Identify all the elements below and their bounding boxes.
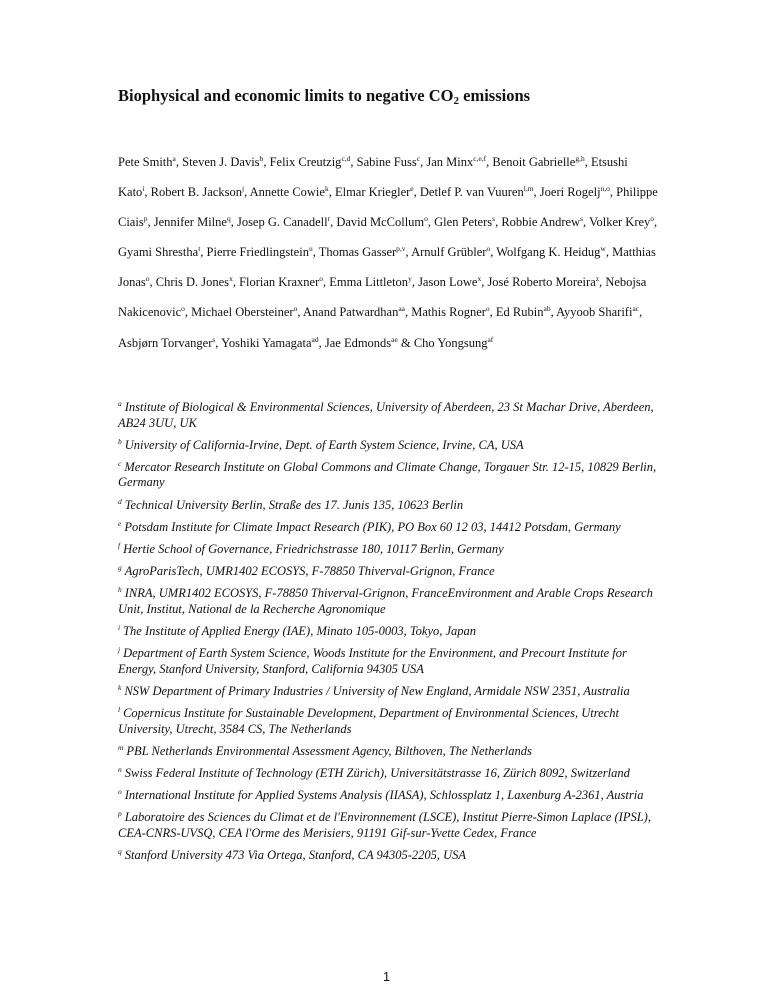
- author-name: Ayyoob Sharifi: [556, 305, 633, 320]
- author: [414, 336, 493, 350]
- author-affiliation-marker: o: [424, 214, 428, 224]
- author-name: Thomas Gasser: [318, 245, 397, 260]
- affiliation-item: [118, 788, 663, 804]
- affiliation-label: p: [118, 809, 122, 819]
- author-name: Jan Minx: [426, 155, 474, 169]
- author-affiliation-marker: ad: [311, 334, 319, 344]
- affiliation-text: PBL Netherlands Environmental Assessment Agency, Bilthoven, The Netherlands: [126, 743, 532, 758]
- author: [156, 275, 233, 289]
- affiliation-item: [118, 766, 663, 782]
- author: [487, 275, 599, 289]
- author: [182, 155, 263, 169]
- affiliation-label: j: [118, 645, 121, 655]
- affiliation-label: g: [118, 563, 122, 573]
- author-affiliation-marker: w: [600, 244, 606, 254]
- affiliation-item: [118, 646, 663, 677]
- affiliation-item: [118, 706, 663, 737]
- author: [319, 245, 406, 259]
- affiliation-text: Stanford University 473 Via Ortega, Stanford, CA 94305-2205, USA: [124, 848, 467, 862]
- author: [411, 305, 489, 319]
- author: [270, 155, 351, 169]
- author-name: Gyami Shrestha: [118, 245, 199, 260]
- affiliation-text: Mercator Research Institute on Global Commons and Climate Change, Torgauer Str. 12-15, 10829 Berlin, Germany: [118, 459, 657, 490]
- author: [589, 215, 654, 229]
- author: [501, 215, 583, 229]
- author-affiliation-marker: c,e,f: [473, 154, 487, 163]
- affiliation-text: Hertie School of Governance, Friedrichstrasse 180, 10117 Berlin, Germany: [123, 541, 504, 556]
- affiliation-item: [118, 438, 663, 454]
- author: [118, 155, 176, 169]
- author-name: Matthias Jonas: [118, 245, 656, 290]
- author: [426, 155, 486, 169]
- affiliation-item: [118, 848, 663, 864]
- author-name: Anand Patwardhan: [302, 305, 399, 320]
- author-affiliation-marker: aa: [398, 304, 406, 314]
- author-name: Felix Creutzig: [269, 155, 342, 169]
- affiliation-item: [118, 564, 663, 580]
- author: [336, 215, 428, 229]
- author-affiliation-marker: c: [416, 154, 421, 163]
- affiliation-item: [118, 400, 663, 431]
- affiliation-item: [118, 460, 663, 491]
- author-name: David McCollum: [336, 215, 425, 230]
- title-subscript: 2: [453, 95, 459, 107]
- affiliation-label: a: [118, 399, 122, 408]
- author-affiliation-marker: e: [410, 184, 414, 194]
- affiliation-label: m: [118, 742, 124, 752]
- author-affiliation-marker: u: [308, 244, 313, 254]
- author: [434, 215, 495, 229]
- affiliation-label: e: [118, 518, 122, 528]
- affiliation-item: [118, 810, 663, 841]
- author-name: Cho Yongsung: [413, 335, 488, 350]
- affiliation-text: Potsdam Institute for Climate Impact Research (PIK), PO Box 60 12 03, 14412 Potsdam, Germany: [124, 519, 621, 534]
- author: [118, 245, 200, 259]
- author-name: Annette Cowie: [249, 185, 325, 200]
- author: [237, 215, 330, 229]
- author-name: Benoit Gabrielle: [492, 155, 576, 169]
- author-name: Jae Edmonds: [324, 335, 392, 350]
- author-name: Florian Kraxner: [239, 275, 320, 290]
- author: [335, 185, 414, 199]
- author-affiliation-marker: o: [485, 304, 490, 314]
- author-name: Glen Peters: [434, 215, 493, 230]
- affiliation-item: [118, 586, 663, 617]
- author-affiliation-marker: ab: [543, 304, 551, 314]
- affiliation-text: Copernicus Institute for Sustainable Development, Department of Environmental Sciences, Utrecht University, Utrecht, 3584 CS, The Netherlands: [118, 706, 619, 736]
- affiliation-item: [118, 520, 663, 536]
- author: [329, 275, 412, 289]
- author-affiliation-marker: p,v: [396, 244, 406, 254]
- author-name: Steven J. Davis: [182, 155, 260, 169]
- title-text: Biophysical and economic limits to negative CO: [118, 86, 454, 105]
- author-affiliation-marker: s: [492, 214, 496, 224]
- author-affiliation-marker: q: [226, 214, 231, 224]
- author: [250, 185, 329, 199]
- author-list: Pete Smith$^a$, Steven J. Davis$^b$, Felix Creutzig$^{c,d}$, Sabine Fuss$^c$, Jan Minx$^{c,e,f}$, Benoit Gabrielle$^{g,h}$, Etsushi Kato$^i$, Robert B. Jackson$^j$, Annette Cowie$^k$, Elmar Kriegler$^e$, Detlef P. van Vuuren$^{l,m}$, Joeri Rogelj$^{n,o}$, Philippe Ciais$^p$, Jennifer Milne$^q$, Josep G. Canadell$^r$, David McCollum$^o$, Glen Peters$^s$, Robbie Andrew$^s$, Volker Krey$^o$, Gyami Shrestha$^t$, Pierre Friedlingstein$^u$, Thomas Gasser$^{p,v}$, Arnulf Grübler$^o$, Wolfgang K. Heidug$^w$, Matthias Jonas$^o$, Chris D. Jones$^x$, Florian Kraxner$^o$, Emma Littleton$^y$, Jason Lowe$^x$, José Roberto Moreira$^z$, Nebojsa Nakicenovic$^o$, Michael Obersteiner$^o$, Anand Patwardhan$^{aa}$, Mathis Rogner$^o$, Ed Rubin$^{ab}$, Ayyoob Sharifi$^{ac}$, Asbjørn Torvanger$^s$, Yoshiki Yamagata$^{ad}$, Jae Edmonds$^{ae}$ & Cho Yongsung$^{af}$: [118, 154, 658, 350]
- author: [221, 336, 319, 350]
- author-affiliation-marker: y: [408, 274, 412, 284]
- author-name: Jason Lowe: [418, 275, 478, 290]
- author-name: Pierre Friedlingstein: [206, 245, 309, 260]
- affiliation-label: o: [118, 787, 122, 797]
- author-separator: &: [397, 335, 414, 350]
- affiliation-item: [118, 744, 663, 760]
- author-affiliation-marker: n,o: [600, 184, 610, 194]
- author-name: Elmar Kriegler: [334, 185, 411, 200]
- author: [207, 245, 313, 259]
- author-affiliation-marker: l,m: [523, 184, 534, 194]
- author-affiliation-marker: x: [229, 274, 233, 284]
- affiliation-text: INRA, UMR1402 ECOSYS, F-78850 Thiverval-Grignon, FranceEnvironment and Arable Crops Research Unit, Institut, National de la Recherche Agronomique: [118, 586, 653, 616]
- affiliation-text: The Institute of Applied Energy (IAE), Minato 105-0003, Tokyo, Japan: [123, 624, 477, 638]
- author-affiliation-marker: o: [319, 274, 323, 284]
- author: [154, 215, 231, 229]
- paper-title: [118, 86, 530, 106]
- author-name: Wolfgang K. Heidug: [496, 245, 601, 260]
- author: [418, 275, 481, 289]
- affiliation-label: q: [118, 847, 122, 856]
- author-name: Jennifer Milne: [153, 215, 227, 230]
- affiliation-label: b: [118, 436, 122, 446]
- author-name: Robbie Andrew: [501, 215, 581, 230]
- author: [411, 245, 490, 259]
- author-name: Robert B. Jackson: [150, 185, 242, 200]
- author-name: Pete Smith: [118, 155, 173, 169]
- affiliation-label: h: [118, 585, 122, 595]
- author-affiliation-marker: t: [198, 244, 201, 254]
- affiliation-label: c: [118, 458, 122, 468]
- affiliation-list: [118, 400, 663, 870]
- author-name: José Roberto Moreira: [487, 275, 596, 290]
- author-affiliation-marker: ac: [632, 304, 640, 314]
- author-name: Asbjørn Torvanger: [118, 335, 213, 350]
- author-affiliation-marker: af: [487, 334, 494, 344]
- author-affiliation-marker: g,h: [575, 154, 585, 163]
- author: [303, 305, 405, 319]
- author-name: Yoshiki Yamagata: [221, 335, 312, 350]
- author-affiliation-marker: z: [595, 274, 600, 284]
- author-affiliation-marker: o: [650, 214, 655, 224]
- author-name: Philippe Ciais: [118, 185, 658, 230]
- affiliation-text: NSW Department of Primary Industries / University of New England, Armidale NSW 2351, Australia: [124, 683, 630, 698]
- affiliation-text: AgroParisTech, UMR1402 ECOSYS, F-78850 Thiverval-Grignon, France: [124, 564, 495, 579]
- author-name: Detlef P. van Vuuren: [419, 185, 524, 200]
- affiliation-label: f: [118, 540, 121, 550]
- author-affiliation-marker: ae: [391, 334, 398, 344]
- author-name: Sabine Fuss: [356, 155, 417, 169]
- author-name: Emma Littleton: [329, 275, 409, 290]
- author: [540, 185, 610, 199]
- author-affiliation-marker: i: [142, 184, 145, 194]
- title-text-end: emissions: [459, 86, 531, 105]
- author-affiliation-marker: j: [241, 184, 245, 194]
- author-affiliation-marker: s: [580, 214, 584, 224]
- affiliation-item: [118, 542, 663, 558]
- author-affiliation-marker: o: [181, 304, 185, 314]
- affiliation-item: [118, 684, 663, 700]
- author: [151, 185, 244, 199]
- author-affiliation-marker: o: [486, 244, 491, 254]
- affiliation-text: Swiss Federal Institute of Technology (ETH Zürich), Universitätstrasse 16, Zürich 8092, Switzerland: [124, 765, 630, 780]
- affiliation-label: d: [118, 496, 122, 506]
- page-number: 1: [383, 970, 390, 984]
- author: [496, 305, 551, 319]
- affiliation-label: i: [118, 623, 121, 632]
- author: [191, 305, 297, 319]
- affiliation-text: Institute of Biological & Environmental Sciences, University of Aberdeen, 23 St Machar Drive, Aberdeen, AB24 3UU, UK: [118, 400, 654, 430]
- author-affiliation-marker: p: [143, 214, 148, 224]
- affiliation-text: Department of Earth System Science, Woods Institute for the Environment, and Precourt Institute for Energy, Stanford University, Stanford, California 94305 USA: [118, 646, 627, 676]
- author: [118, 336, 215, 350]
- author-name: Joeri Rogelj: [539, 185, 601, 200]
- author: [357, 155, 420, 169]
- author-affiliation-marker: c,d: [341, 154, 351, 163]
- affiliation-item: [118, 498, 663, 514]
- author-affiliation-marker: x: [477, 274, 482, 284]
- author-affiliation-marker: o: [145, 274, 150, 284]
- affiliation-label: k: [118, 682, 122, 692]
- author-name: Ed Rubin: [495, 305, 544, 320]
- affiliation-text: Technical University Berlin, Straße des 17. Junis 135, 10623 Berlin: [124, 497, 464, 512]
- author-name: Nebojsa Nakicenovic: [118, 275, 647, 320]
- author-affiliation-marker: o: [293, 304, 298, 314]
- author-name: Michael Obersteiner: [191, 305, 294, 320]
- author: [239, 275, 323, 289]
- affiliation-label: n: [118, 764, 122, 774]
- author-affiliation-marker: r: [327, 214, 331, 224]
- author-name: Chris D. Jones: [155, 275, 230, 290]
- author-affiliation-marker: s: [212, 334, 216, 344]
- affiliation-text: International Institute for Applied Systems Analysis (IIASA), Schlossplatz 1, Laxenburg A-2361, Austria: [124, 788, 644, 803]
- affiliation-text: University of California-Irvine, Dept. of Earth System Science, Irvine, CA, USA: [124, 437, 524, 452]
- affiliation-item: [118, 624, 663, 640]
- author-affiliation-marker: a: [172, 154, 176, 163]
- author-name: Volker Krey: [589, 215, 651, 230]
- author-affiliation-marker: b: [259, 154, 264, 163]
- author-name: Mathis Rogner: [411, 305, 486, 320]
- affiliation-text: Laboratoire des Sciences du Climat et de l'Environnement (LSCE), Institut Pierre-Simon Laplace (IPSL), CEA-CNRS-UVSQ, CEA l'Orme des Merisiers, 91191 Gif-sur-Yvette Cedex, France: [118, 810, 651, 840]
- author-name: Etsushi Kato: [118, 155, 628, 200]
- author: [496, 245, 606, 259]
- author: [556, 305, 639, 319]
- affiliation-label: l: [118, 705, 121, 715]
- author-name: Arnulf Grübler: [411, 245, 487, 260]
- author: [325, 336, 398, 350]
- author-affiliation-marker: k: [324, 184, 329, 194]
- author: [492, 155, 584, 169]
- author: [420, 185, 534, 199]
- author-name: Josep G. Canadell: [236, 215, 328, 230]
